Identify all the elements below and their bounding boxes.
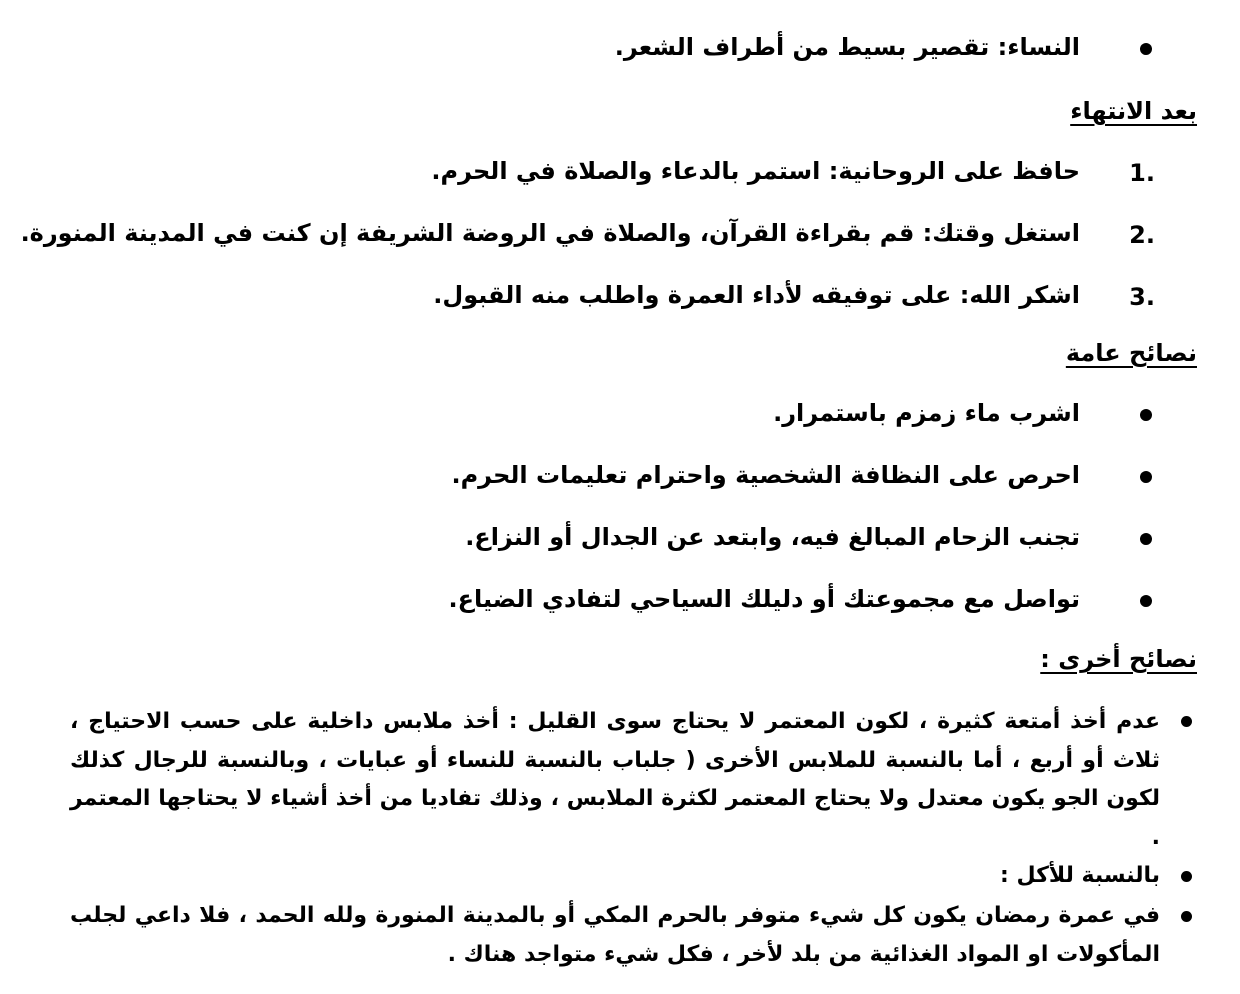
list-item: تجنب الزحام المبالغ فيه، وابتعد عن الجدال أو النزاع. xyxy=(465,523,1080,551)
bullet-dot xyxy=(1181,871,1192,882)
section-heading-after: بعد الانتهاء xyxy=(1070,97,1197,125)
numbered-item xyxy=(60,278,1080,312)
list-item: تواصل مع مجموعتك أو دليلك السياحي لتفادي الضياع. xyxy=(448,585,1080,613)
intro-item-label: النساء: xyxy=(997,33,1080,61)
numbered-item-text: على توفيقه لأداء العمرة واطلب منه القبول. xyxy=(433,281,960,309)
intro-item-text: تقصير بسيط من أطراف الشعر. xyxy=(614,33,998,61)
list-item: احرص على النظافة الشخصية واحترام تعليمات الحرم. xyxy=(451,461,1080,489)
numbered-item-text: قم بقراءة القرآن، والصلاة في الروضة الشريفة إن كنت في المدينة المنورة. xyxy=(20,219,923,247)
paragraph-item: بالنسبة للأكل : xyxy=(1000,863,1160,888)
numbered-item xyxy=(60,154,1080,188)
paragraph-item: عدم أخذ أمتعة كثيرة ، لكون المعتمر لا يحتاج سوى القليل : أخذ ملابس داخلية على حسب الاحتياج ، ثلاث أو أربع ، أما بالنسبة للملابس الأخرى ( جلباب بالنسبة للنساء أو عبايات ، وبالنسبة للرجال كذلك لكون الجو يكون معتدل ولا يحتاج المعتمر لكثرة الملابس ، وذلك تفاديا من أخذ أشياء لا يحتاجها المعتمر . xyxy=(70,709,1160,850)
numbered-item xyxy=(20,216,1080,250)
section-heading-general-tips: نصائح عامة xyxy=(1065,339,1197,367)
bullet-dot xyxy=(1181,716,1192,727)
numbered-item-text: استمر بالدعاء والصلاة في الحرم. xyxy=(431,157,829,185)
bullet-dot xyxy=(1140,595,1152,607)
paragraph-item: في عمرة رمضان يكون كل شيء متوفر بالحرم المكي أو بالمدينة المنورة ولله الحمد ، فلا داعي لجلب المأكولات او المواد الغذائية من بلد لأخر ، فكل شيء متواجد هناك . xyxy=(70,903,1160,967)
numbered-item-label: اشكر الله: xyxy=(959,281,1080,309)
bullet-dot xyxy=(1140,409,1152,421)
bullet-dot xyxy=(1181,911,1192,922)
list-number: 2. xyxy=(1129,221,1155,249)
bullet-dot xyxy=(1140,533,1152,545)
section-heading-other-tips: نصائح أخرى : xyxy=(1040,645,1197,673)
list-number: 3. xyxy=(1129,283,1155,311)
intro-item xyxy=(60,30,1080,64)
list-item: اشرب ماء زمزم باستمرار. xyxy=(773,399,1080,427)
numbered-item-label: استغل وقتك: xyxy=(922,219,1080,247)
numbered-item-label: حافظ على الروحانية: xyxy=(828,157,1080,185)
list-number: 1. xyxy=(1129,159,1155,187)
bullet-dot xyxy=(1140,43,1152,55)
bullet-dot xyxy=(1140,471,1152,483)
